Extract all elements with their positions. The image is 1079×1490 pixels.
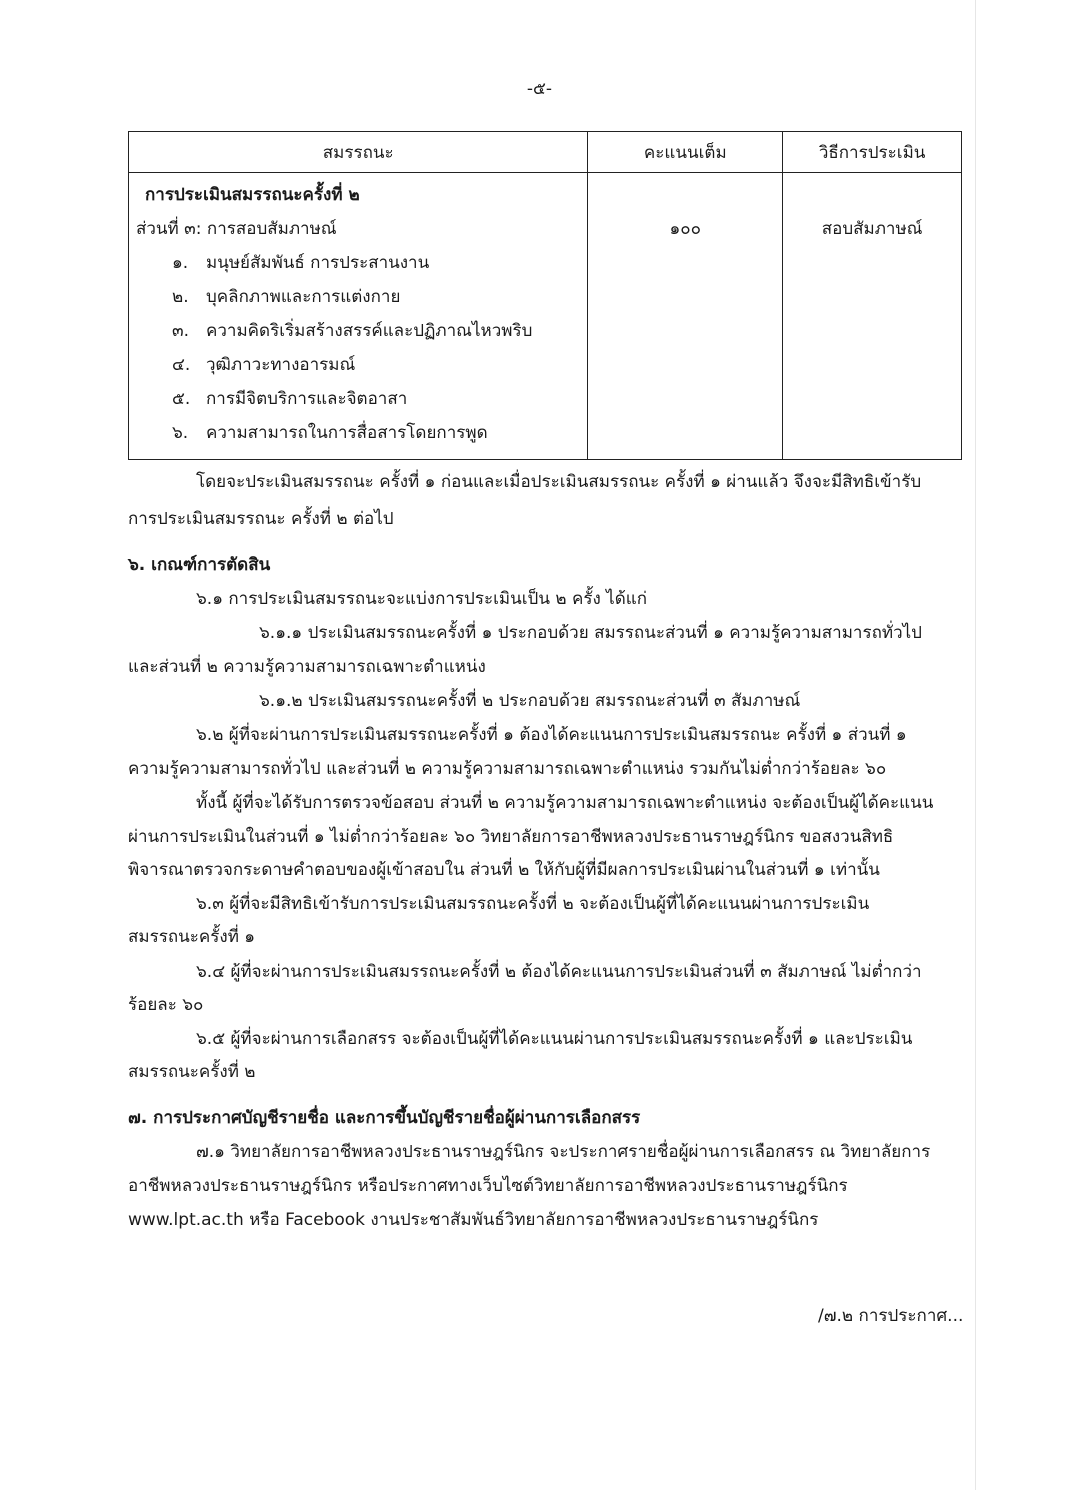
item-text: บุคลิกภาพและการแต่งกาย [206,287,401,307]
intro-line-1: โดยจะประเมินสมรรถนะ ครั้งที่ ๑ ก่อนและเมื่อประเมินสมรรถนะ ครั้งที่ ๑ ผ่านแล้ว จึงจะมีสิทธิเข้ารับ [196,472,922,492]
item-number: ๒. [172,287,189,307]
announce-7-1-line-1: ๗.๑ วิทยาลัยการอาชีพหลวงประธานราษฎร์นิกร จะประกาศรายชื่อผู้ผ่านการเลือกสรร ณ วิทยาลัยการ [196,1142,931,1162]
item-number: ๖. [172,423,189,443]
list-item [130,280,586,314]
competency-table [128,131,962,460]
header-method: วิธีการประเมิน [783,132,962,173]
competency-cell [129,173,588,460]
header-full-score: คะแนนเต็ม [588,132,783,173]
section-title: การประเมินสมรรถนะครั้งที่ ๒ [145,185,360,205]
criteria-6-2-line-5: พิจารณาตรวจกระดาษคำตอบของผู้เข้าสอบใน ส่วนที่ ๒ ให้กับผู้ที่มีผลการประเมินผ่านในส่วนที่ ๑ เท่านั้น [128,860,880,880]
header-competency: สมรรถนะ [129,132,588,173]
criteria-6-5-line-1: ๖.๕ ผู้ที่จะผ่านการเลือกสรร จะต้องเป็นผู้ที่ได้คะแนนผ่านการประเมินสมรรถนะครั้งที่ ๑ และประเมิน [196,1029,913,1049]
item-number: ๕. [172,389,191,409]
criteria-6-1-2: ๖.๑.๒ ประเมินสมรรถนะครั้งที่ ๒ ประกอบด้วย สมรรถนะส่วนที่ ๓ สัมภาษณ์ [259,691,801,711]
item-number: ๓. [172,321,190,341]
item-number: ๑. [172,253,189,273]
item-text: ความคิดริเริ่มสร้างสรรค์และปฏิภาณไหวพริบ [206,321,533,341]
section-7-heading: ๗. การประกาศบัญชีรายชื่อ และการขึ้นบัญชีรายชื่อผู้ผ่านการเลือกสรร [128,1108,641,1128]
list-item [130,348,586,382]
table-header-row [129,132,962,173]
method-value: สอบสัมภาษณ์ [821,219,923,239]
continuation-footer: /๗.๒ การประกาศ... [818,1306,964,1326]
list-item [130,246,586,280]
table-row [129,173,962,460]
item-text: วุฒิภาวะทางอารมณ์ [206,355,356,375]
criteria-6-3-line-2: สมรรถนะครั้งที่ ๑ [128,927,256,947]
criteria-6-2-line-4: ผ่านการประเมินในส่วนที่ ๑ ไม่ต่ำกว่าร้อยละ ๖๐ วิทยาลัยการอาชีพหลวงประธานราษฎร์นิกร ขอสงวนสิทธิ [128,827,894,847]
criteria-6-2-line-3: ทั้งนี้ ผู้ที่จะได้รับการตรวจข้อสอบ ส่วนที่ ๒ ความรู้ความสามารถเฉพาะตำแหน่ง จะต้องเป็นผู้ได้คะแนน [196,793,934,813]
score-cell [588,173,783,460]
item-text: การมีจิตบริการและจิตอาสา [206,389,408,409]
criteria-6-5-line-2: สมรรถนะครั้งที่ ๒ [128,1062,256,1082]
criteria-6-1-1-line-2: และส่วนที่ ๒ ความรู้ความสามารถเฉพาะตำแหน่ง [128,657,486,677]
list-item [130,416,586,450]
criteria-6-1-1-line-1: ๖.๑.๑ ประเมินสมรรถนะครั้งที่ ๑ ประกอบด้วย สมรรถนะส่วนที่ ๑ ความรู้ความสามารถทั่วไป [259,623,922,643]
announce-7-1-line-2: อาชีพหลวงประธานราษฎร์นิกร หรือประกาศทางเว็บไซต์วิทยาลัยการอาชีพหลวงประธานราษฎร์นิกร [128,1176,848,1196]
item-text: มนุษย์สัมพันธ์ การประสานงาน [206,253,430,273]
criteria-6-2-line-2: ความรู้ความสามารถทั่วไป และส่วนที่ ๒ ความรู้ความสามารถเฉพาะตำแหน่ง รวมกันไม่ต่ำกว่าร้อยละ ๖๐ [128,759,887,779]
criteria-6-3-line-1: ๖.๓ ผู้ที่จะมีสิทธิเข้ารับการประเมินสมรรถนะครั้งที่ ๒ จะต้องเป็นผู้ที่ได้คะแนนผ่านการประเมิน [196,894,870,914]
item-text: ความสามารถในการสื่อสารโดยการพูด [206,423,488,443]
criteria-6-2-line-1: ๖.๒ ผู้ที่จะผ่านการประเมินสมรรถนะครั้งที่ ๑ ต้องได้คะแนนการประเมินสมรรถนะ ครั้งที่ ๑ ส่วนที่ ๑ [196,725,907,745]
part-title: ส่วนที่ ๓: การสอบสัมภาษณ์ [136,219,337,239]
criteria-6-4-line-1: ๖.๔ ผู้ที่จะผ่านการประเมินสมรรถนะครั้งที่ ๒ ต้องได้คะแนนการประเมินส่วนที่ ๓ สัมภาษณ์ ไม่ต่ำกว่า [196,962,922,982]
intro-line-2: การประเมินสมรรถนะ ครั้งที่ ๒ ต่อไป [128,509,394,529]
item-number: ๔. [172,355,191,375]
announce-7-1-line-3: www.lpt.ac.th หรือ Facebook งานประชาสัมพันธ์วิทยาลัยการอาชีพหลวงประธานราษฎร์นิกร [128,1210,819,1230]
list-item [130,382,586,416]
criteria-6-1: ๖.๑ การประเมินสมรรถนะจะแบ่งการประเมินเป็น ๒ ครั้ง ได้แก่ [196,589,648,609]
page-number: -๕- [526,79,553,99]
full-score-value: ๑๐๐ [669,219,702,239]
list-item [130,314,586,348]
section-6-heading: ๖. เกณฑ์การตัดสิน [128,555,271,575]
method-cell [783,173,962,460]
criteria-6-4-line-2: ร้อยละ ๖๐ [128,995,204,1015]
